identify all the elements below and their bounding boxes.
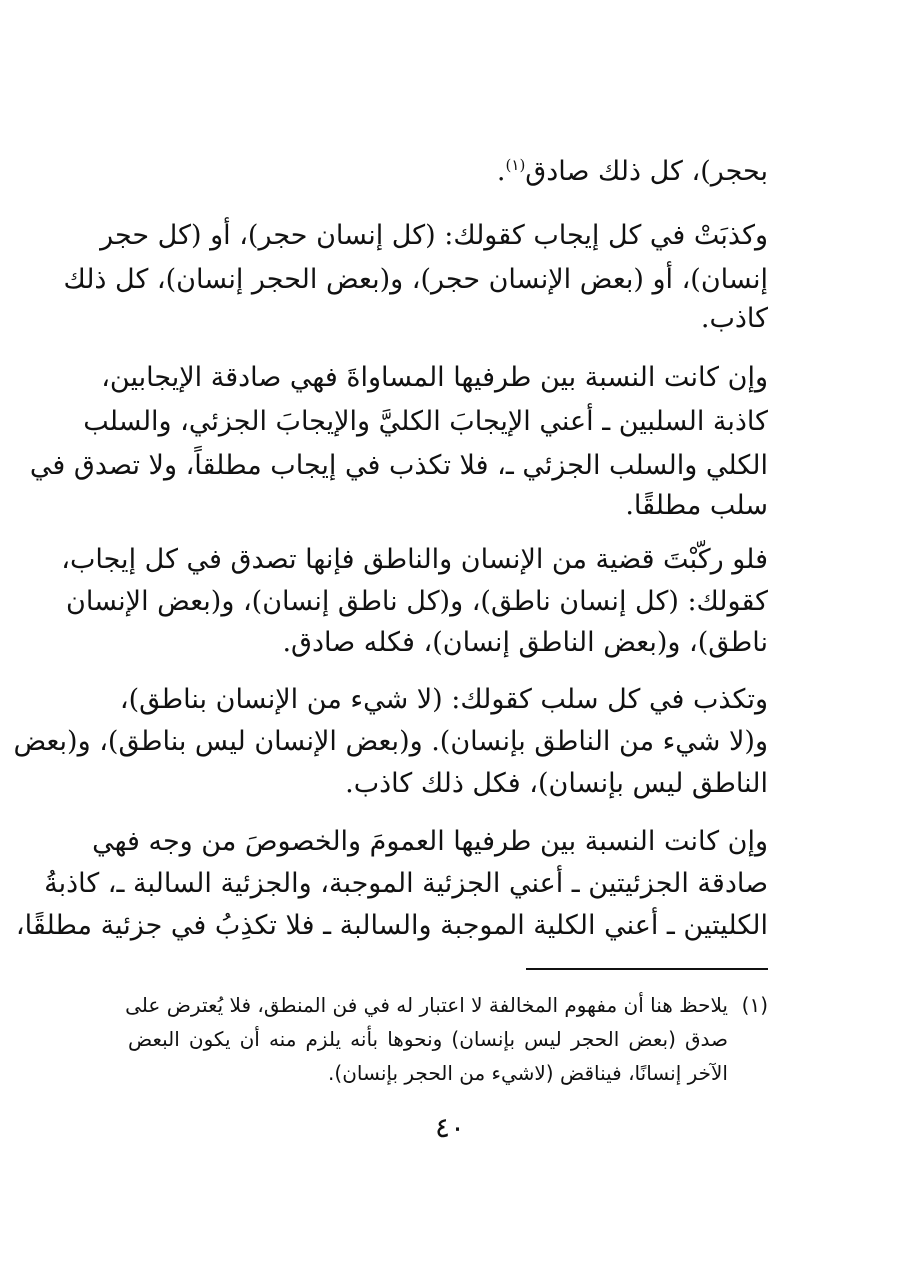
sentence-end: . [496, 156, 506, 187]
footnote-line: الآخر إنسانًا، فيناقض (لاشيء من الحجر بإنسان). [328, 1061, 728, 1085]
footnote-line: صدق (بعض الحجر ليس بإنسان) ونحوها بأنه يلزم منه أن يكون البعض [128, 1027, 728, 1051]
text-line: صادقة الجزئيتين ـ أعني الجزئية الموجبة، والجزئية السالبة ـ، كاذبةُ [44, 868, 768, 899]
text-line: وكذبَتْ في كل إيجاب كقولك: (كل إنسان حجر)، أو (كل حجر [100, 220, 768, 251]
footnote-separator [526, 968, 768, 970]
text-line: ناطق)، و(بعض الناطق إنسان)، فكله صادق. [282, 627, 768, 658]
page-number: ٤٠ [434, 1111, 466, 1144]
text-line: كاذبة السلبين ـ أعني الإيجابَ الكليَّ والإيجابَ الجزئي، والسلب [83, 406, 768, 437]
text-line: كقولك: (كل إنسان ناطق)، و(كل ناطق إنسان)، و(بعض الإنسان [66, 586, 768, 617]
text-line: الكليتين ـ أعني الكلية الموجبة والسالبة ـ فلا تكذِبُ في جزئية مطلقًا، [15, 910, 768, 941]
text-line: سلب مطلقًا. [625, 490, 768, 521]
footnote-number: (١) [741, 993, 768, 1017]
text-line: كاذب. [700, 303, 768, 334]
text-line: وتكذب في كل سلب كقولك: (لا شيء من الإنسان بناطق)، [119, 684, 768, 715]
text-line: الكلي والسلب الجزئي ـ، فلا تكذب في إيجاب مطلقاً، ولا تصدق في [29, 450, 768, 481]
text-line: الناطق ليس بإنسان)، فكل ذلك كاذب. [345, 768, 768, 799]
text-line: وإن كانت النسبة بين طرفيها العمومَ والخصوصَ من وجه فهي [92, 826, 768, 857]
text-line: و(لا شيء من الناطق بإنسان). و(بعض الإنسان ليس بناطق)، و(بعض [13, 726, 768, 757]
footnote-reference[interactable]: (١) [505, 156, 526, 174]
text-line [128, 150, 768, 194]
text-line: إنسان)، أو (بعض الإنسان حجر)، و(بعض الحجر إنسان)، كل ذلك [63, 264, 768, 295]
footnote-line: يلاحظ هنا أن مفهوم المخالفة لا اعتبار له في فن المنطق، فلا يُعترض على [125, 993, 728, 1017]
text-line: فلو ركّبْتَ قضية من الإنسان والناطق فإنها تصدق في كل إيجاب، [61, 544, 768, 575]
text-line: وإن كانت النسبة بين طرفيها المساواةَ فهي صادقة الإيجابين، [101, 362, 768, 393]
text-line-content: بحجر)، كل ذلك صادق [525, 156, 768, 187]
